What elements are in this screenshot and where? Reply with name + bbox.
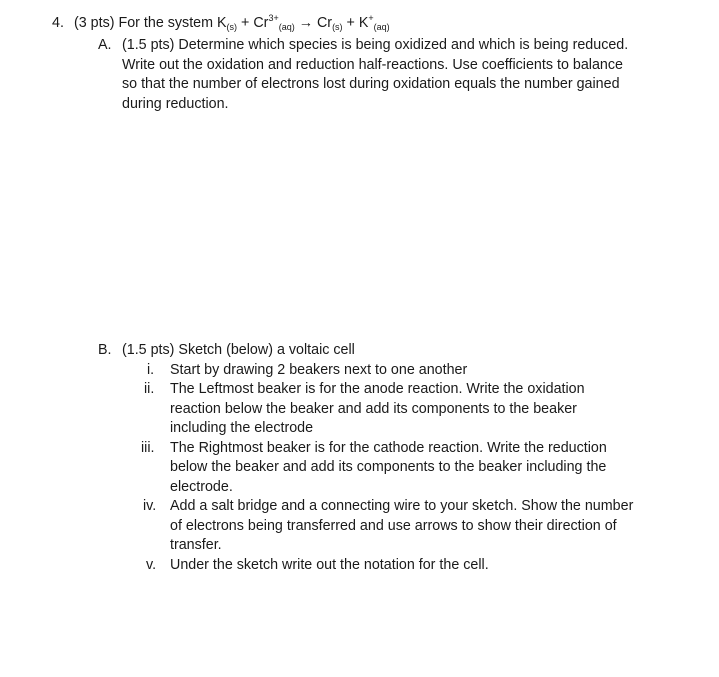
- item-ii-line-3: including the electrode: [170, 420, 314, 436]
- part-a-line-1: (1.5 pts) Determine which species is being oxidized and which is being reduced.: [122, 37, 629, 53]
- part-a-letter: A.: [98, 37, 112, 53]
- k-state: (s): [226, 22, 238, 32]
- item-v-line-1: Under the sketch write out the notation for the cell.: [170, 556, 489, 573]
- cr-charge: 3+: [268, 13, 279, 23]
- part-a-line-4: during reduction.: [122, 95, 229, 112]
- question-number: 4.: [52, 15, 64, 31]
- item-ii-line-2: reaction below the beaker and add its components to the beaker: [170, 400, 577, 417]
- question-header: [74, 14, 390, 34]
- item-iv-line-2: of electrons being transferred and use arrows to show their direction of: [170, 517, 617, 534]
- item-v-numeral: v.: [146, 556, 157, 573]
- cr-product-state: (s): [332, 22, 343, 32]
- item-iii-line-1: The Rightmost beaker is for the cathode reaction. Write the reduction: [170, 439, 607, 456]
- item-iv-numeral: iv.: [143, 498, 157, 514]
- item-i-line-1: Start by drawing 2 beakers next to one another: [170, 361, 468, 378]
- item-ii-line-1: The Leftmost beaker is for the anode reaction. Write the oxidation: [170, 381, 585, 397]
- part-b-intro: (1.5 pts) Sketch (below) a voltaic cell: [122, 342, 355, 358]
- item-iii-line-3: electrode.: [170, 478, 233, 495]
- item-iv-line-1: Add a salt bridge and a connecting wire to your sketch. Show the number: [170, 498, 634, 514]
- item-i-numeral: i.: [147, 361, 155, 378]
- item-iv-line-3: transfer.: [170, 537, 222, 553]
- item-ii-numeral: ii.: [144, 381, 155, 397]
- cr-product: Cr: [316, 15, 333, 31]
- cr-state: (aq): [278, 22, 295, 32]
- reaction-arrow: →: [294, 15, 317, 31]
- part-a-line-3: so that the number of electrons lost during oxidation equals the number gained: [122, 76, 620, 92]
- item-iii-numeral: iii.: [141, 439, 155, 456]
- item-iii-line-2: below the beaker and add its components to the beaker including the: [170, 459, 607, 475]
- plus-cr: + Cr: [237, 15, 269, 31]
- k-charge: +: [368, 13, 374, 23]
- part-a-line-2: Write out the oxidation and reduction half-reactions. Use coefficients to balance: [122, 56, 623, 73]
- plus-k: + K: [342, 15, 369, 31]
- part-b-letter: B.: [98, 342, 112, 358]
- k-product-state: (aq): [373, 22, 390, 32]
- question-points-text: (3 pts) For the system K: [74, 15, 227, 31]
